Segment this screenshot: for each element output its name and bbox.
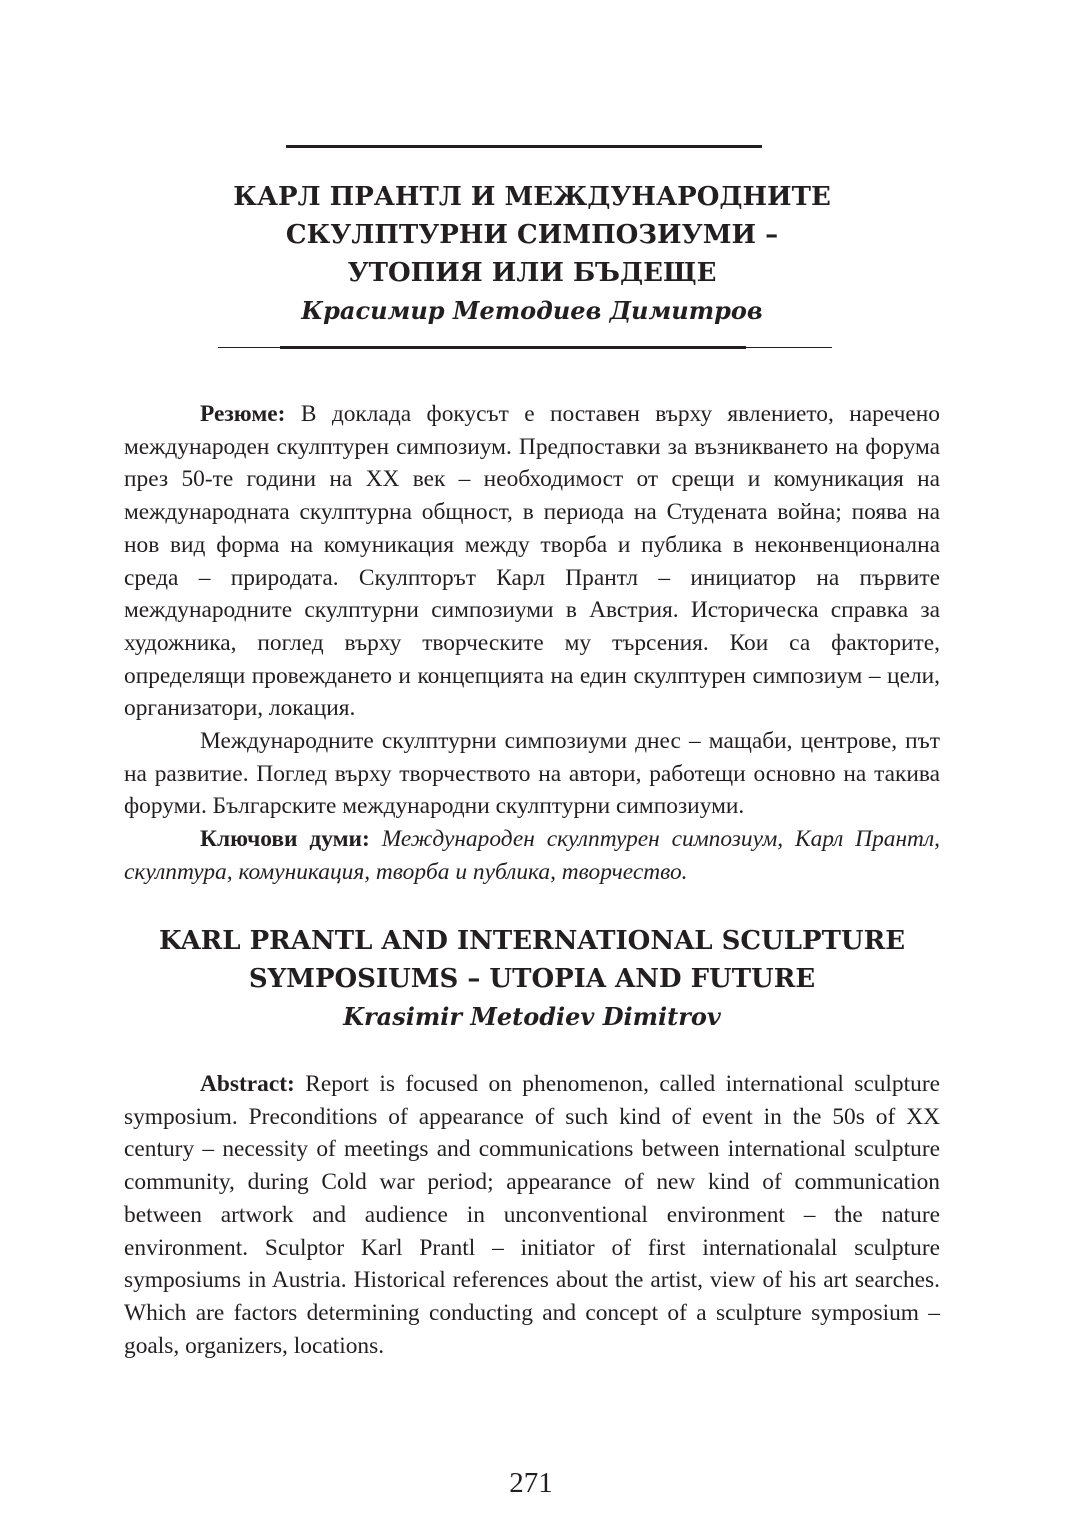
title-line-3: УТОПИЯ ИЛИ БЪДЕЩЕ: [347, 258, 717, 288]
top-rule: [286, 145, 762, 148]
abstract-english: [124, 1068, 940, 1362]
title-en-line-2: SYMPOSIUMS – UTOPIA AND FUTURE: [248, 964, 816, 994]
abstract-en-text: Report is focused on phenomenon, called international sculpture symposium. Preconditions of appearance of such kind of event in the 50s of XX century – necessity of meetings and communications between international sculpture community, during Cold war period; appearance of new kind of communication between artwork and audience in unconventional environment – the nature environment. Sculptor Karl Prantl – initiator of first internationalal sculpture symposiums in Austria. Historical references about the artist, view of his art searches. Which are factors determining conducting and concept of a sculpture symposium – goals, organizers, locations.: [124, 1071, 940, 1359]
keywords-text: Международен скулптурен симпозиум, Карл Прантл, скулптура, комуникация, творба и публика, творчество.: [124, 826, 940, 885]
abstract-en-label: Abstract:: [200, 1071, 295, 1097]
title-line-2: СКУЛПТУРНИ СИМПОЗИУМИ –: [285, 220, 779, 250]
title-bottom-rule: [218, 346, 832, 350]
abstract-text: В доклада фокусът е поставен върху явлението, наречено международен скулптурен симпозиум. Предпоставки за възникването на форума през 50-те години на XX век – необходимост от срещи и комуникация на международната скулптурна общност, в периода на Студената война; поява на нов вид форма на комуникация между творба и публика в неконвенционална среда – природата. Скулпторът Карл Прантл – инициатор на първите международните скулптурни симпозиуми в Австрия. Историческа справка за художника, поглед върху творческите му търсения. Кои са факторите, определящи провеждането и концепцията на един скулптурен симпозиум – цели, организатори, локация.: [124, 401, 940, 722]
abstract-paragraph-1: [124, 398, 940, 725]
title-line-1: КАРЛ ПРАНТЛ И МЕЖДУНАРОДНИТЕ: [233, 182, 831, 212]
title-bulgarian: [124, 178, 940, 330]
abstract-bulgarian: [124, 398, 940, 889]
author-english: Krasimir Metodiev Dimitrov: [343, 1002, 721, 1031]
page-number: 271: [509, 1467, 553, 1499]
abstract-en-paragraph: [124, 1068, 940, 1362]
abstract-paragraph-2: Международните скулптурни симпозиуми днес – мащаби, центрове, път на развитие. Поглед върху творчеството на автори, работещи основно на такива форуми. Българските международни скулптурни симпозиуми.: [124, 728, 940, 820]
keywords-label: Ключови думи:: [200, 826, 370, 853]
keywords-paragraph: [124, 823, 940, 888]
title-en-line-1: KARL PRANTL AND INTERNATIONAL SCULPTURE: [158, 926, 906, 956]
title-english: [124, 922, 940, 1036]
author-bulgarian: Красимир Методиев Димитров: [301, 296, 763, 325]
abstract-label: Резюме:: [200, 401, 286, 427]
